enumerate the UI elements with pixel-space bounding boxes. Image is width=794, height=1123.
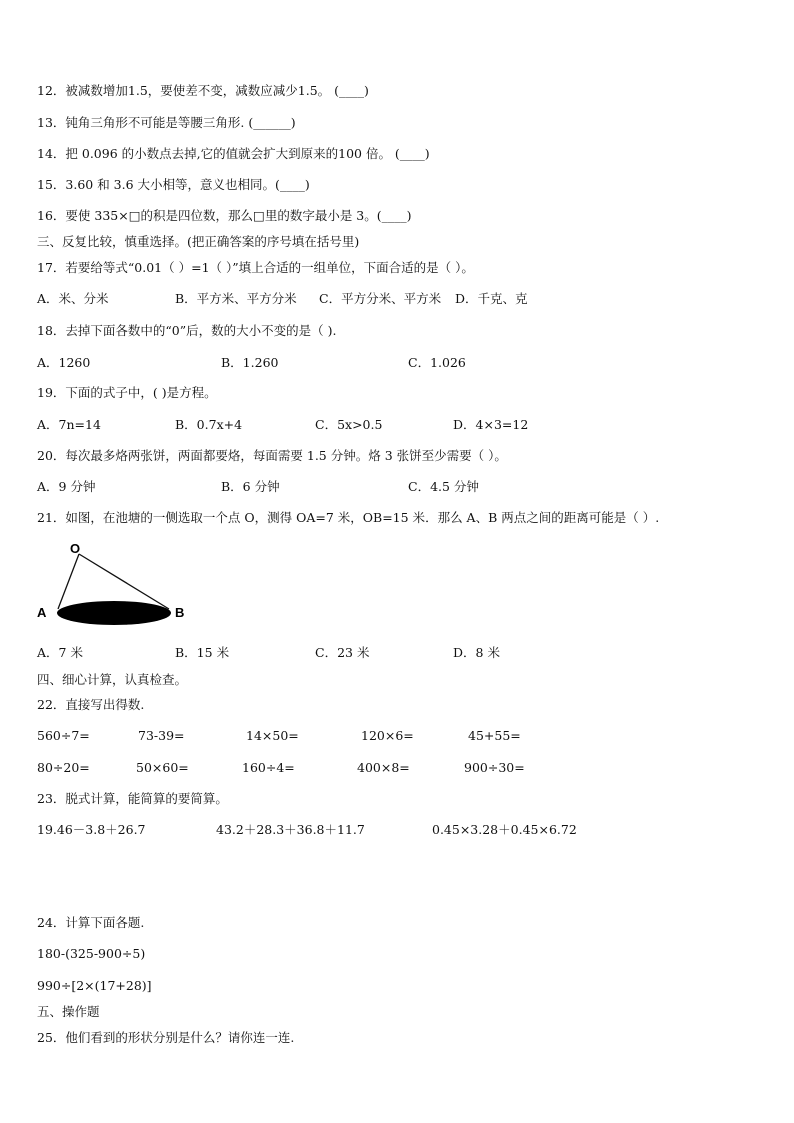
line-oa — [58, 554, 79, 609]
calc-item: 80÷20= — [37, 760, 90, 775]
option-c: C．平方分米、平方米 — [319, 291, 442, 306]
question-18-options — [37, 355, 757, 371]
question-19-stem: 19．下面的式子中，( )是方程。 — [37, 385, 217, 400]
section-3-title: 三、反复比较，慎重选择。(把正确答案的序号填在括号里) — [37, 234, 360, 249]
calc-item: 180-(325-900÷5) — [37, 946, 146, 961]
option-b: B．15 米 — [175, 645, 230, 660]
option-a: A．7 米 — [37, 645, 83, 660]
calc-item: 73-39= — [138, 728, 185, 743]
question-21-stem: 21．如图，在池塘的一侧选取一个点 O，测得 OA=7 米，OB=15 米．那么 A、B 两点之间的距离可能是（ ）. — [37, 510, 660, 525]
question-22-stem: 22．直接写出得数. — [37, 697, 145, 712]
question-13: 13．钝角三角形不可能是等腰三角形. (______) — [37, 115, 296, 130]
question-23-stem: 23．脱式计算，能简算的要简算。 — [37, 791, 228, 806]
question-20-stem: 20．每次最多烙两张饼，两面都要烙，每面需要 1.5 分钟。烙 3 张饼至少需要（ ）。 — [37, 448, 507, 463]
question-18-stem: 18．去掉下面各数中的“0”后，数的大小不变的是（ ). — [37, 323, 337, 338]
calc-item: 120×6= — [361, 728, 414, 743]
question-25-stem: 25．他们看到的形状分别是什么？请你连一连. — [37, 1030, 295, 1045]
pond-diagram — [34, 536, 194, 632]
option-b: B．平方米、平方分米 — [175, 291, 297, 306]
question-21-options — [37, 645, 757, 661]
question-14: 14．把 0.096 的小数点去掉,它的值就会扩大到原来的100 倍。 (____) — [37, 146, 430, 161]
oral-calc-row-2 — [37, 760, 757, 776]
option-a: A．米、分米 — [37, 291, 109, 306]
option-d: D．8 米 — [453, 645, 500, 660]
option-b: B．0.7x+4 — [175, 417, 243, 432]
option-a: A．7n=14 — [37, 417, 101, 432]
section-4-title: 四、细心计算，认真检查。 — [37, 672, 188, 687]
calc-item: 14×50= — [246, 728, 299, 743]
calc-item: 160÷4= — [242, 760, 295, 775]
oral-calc-row-1 — [37, 728, 757, 744]
option-b: B．6 分钟 — [221, 479, 280, 494]
calc-item: 400×8= — [357, 760, 410, 775]
option-d: D．千克、克 — [455, 291, 528, 306]
stepwise-calc-row — [37, 822, 757, 838]
option-b: B．1.260 — [221, 355, 279, 370]
option-d: D．4×3=12 — [453, 417, 529, 432]
line-ob — [79, 554, 169, 609]
question-16: 16．要使 335×□的积是四位数，那么□里的数字最小是 3。(____) — [37, 208, 412, 223]
label-a: A — [37, 605, 47, 620]
calc-item: 0.45×3.28＋0.45×6.72 — [432, 822, 577, 837]
calc-item: 45+55= — [468, 728, 521, 743]
question-20-options — [37, 479, 757, 495]
option-a: A．1260 — [37, 355, 91, 370]
question-12: 12．被减数增加1.5，要使差不变，减数应减少1.5。 (____) — [37, 83, 369, 98]
question-15: 15．3.60 和 3.6 大小相等，意义也相同。(____) — [37, 177, 310, 192]
question-17-options — [37, 291, 757, 307]
label-o: O — [70, 541, 81, 556]
option-a: A．9 分钟 — [37, 479, 96, 494]
calc-item: 19.46－3.8＋26.7 — [37, 822, 146, 837]
section-5-title: 五、操作题 — [37, 1004, 100, 1019]
calc-item: 50×60= — [136, 760, 189, 775]
question-17-stem: 17．若要给等式“0.01（ ）=1（ ）”填上合适的一组单位，下面合适的是（ ）。 — [37, 260, 474, 275]
label-b: B — [175, 605, 185, 620]
option-c: C．4.5 分钟 — [408, 479, 479, 494]
option-c: C．5x>0.5 — [315, 417, 383, 432]
calc-item: 560÷7= — [37, 728, 90, 743]
option-c: C．23 米 — [315, 645, 370, 660]
option-c: C．1.026 — [408, 355, 466, 370]
calc-item: 43.2＋28.3＋36.8＋11.7 — [216, 822, 365, 837]
question-19-options — [37, 417, 757, 433]
question-24-stem: 24．计算下面各题. — [37, 915, 145, 930]
calc-item: 900÷30= — [464, 760, 525, 775]
calc-item: 990÷[2×(17+28)] — [37, 978, 152, 993]
pond-shape — [57, 601, 171, 625]
pond-figure — [34, 536, 194, 632]
